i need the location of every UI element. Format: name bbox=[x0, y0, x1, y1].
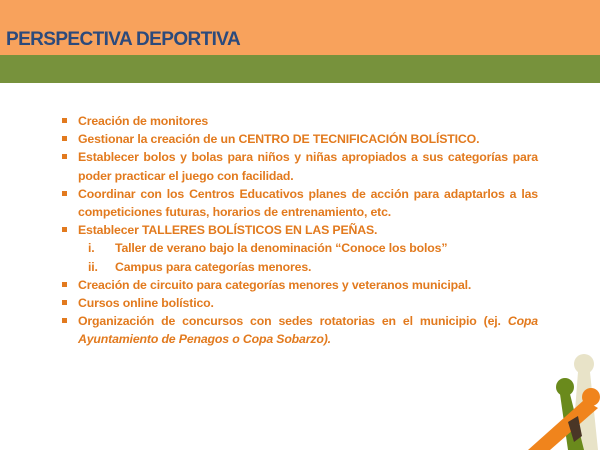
item-italic-text: Copa Ayuntamiento de Penagos o Copa Sobarzo). bbox=[78, 314, 538, 347]
bullet-list bbox=[60, 112, 538, 349]
list-item: Establecer TALLERES BOLÍSTICOS EN LAS PEÑAS. bbox=[60, 221, 538, 239]
sub-list-item bbox=[60, 258, 538, 276]
list-item: Creación de monitores bbox=[60, 112, 538, 130]
slide-title: PERSPECTIVA DEPORTIVA bbox=[6, 29, 241, 50]
list-item: Coordinar con los Centros Educativos planes de acción para adaptarlos a las competiciones futuras, horarios de entrenamiento, etc. bbox=[60, 185, 538, 221]
list-item: Gestionar la creación de un CENTRO DE TECNIFICACIÓN BOLÍSTICO. bbox=[60, 130, 538, 148]
sub-text: Taller de verano bajo la denominación “Conoce los bolos” bbox=[115, 241, 448, 256]
list-item: Creación de circuito para categorías menores y veteranos municipal. bbox=[60, 276, 538, 294]
sub-text: Campus para categorías menores. bbox=[115, 259, 312, 274]
bowling-pins-logo-icon bbox=[520, 350, 600, 450]
list-item bbox=[60, 312, 538, 348]
sub-number: ii. bbox=[88, 259, 98, 274]
slide-header bbox=[0, 0, 600, 55]
sub-number: i. bbox=[88, 241, 95, 256]
list-item: Cursos online bolístico. bbox=[60, 294, 538, 312]
sub-list-item bbox=[60, 239, 538, 257]
list-item: Establecer bolos y bolas para niños y niñas apropiados a sus categorías para poder practicar el juego con facilidad. bbox=[60, 148, 538, 184]
item-text: Organización de concursos con sedes rotatorias en el municipio (ej. bbox=[78, 314, 508, 329]
green-band bbox=[0, 55, 600, 83]
